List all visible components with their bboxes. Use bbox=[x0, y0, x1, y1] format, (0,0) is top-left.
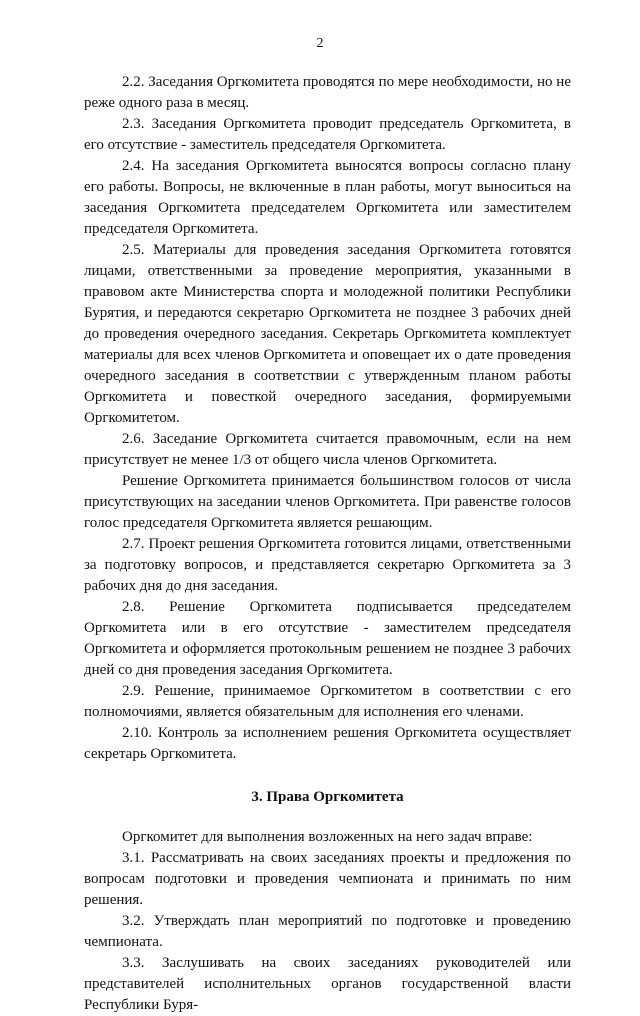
paragraph-3-2: 3.2. Утверждать план мероприятий по подготовке и проведению чемпионата. bbox=[84, 913, 571, 950]
paragraph-2-10: 2.10. Контроль за исполнением решения Оргкомитета осуществляет секретарь Оргкомитета. bbox=[84, 725, 571, 762]
paragraph-2-4: 2.4. На заседания Оргкомитета выносятся вопросы согласно плану его работы. Вопросы, не включенные в план работы, могут выноситься на заседания Оргкомитета председателем Оргкомитета или заместителем председателя Оргкомитета. bbox=[84, 158, 571, 237]
paragraph-3-3: 3.3. Заслушивать на своих заседаниях руководителей или представителей исполнительных органов государственной власти Республики Буря- bbox=[84, 955, 571, 1013]
section-title: 3. Права Оргкомитета bbox=[251, 789, 404, 805]
paragraph-2-6: 2.6. Заседание Оргкомитета считается правомочным, если на нем присутствует не менее 1/3 от общего числа членов Оргкомитета. bbox=[84, 431, 571, 468]
paragraph-3-1: 3.1. Рассматривать на своих заседаниях проекты и предложения по вопросам подготовки и проведения чемпионата и принимать по ним решения. bbox=[84, 850, 571, 908]
page-number: 2 bbox=[316, 36, 324, 51]
paragraph-2-3: 2.3. Заседания Оргкомитета проводит председатель Оргкомитета, в его отсутствие - заместитель председателя Оргкомитета. bbox=[84, 116, 571, 153]
paragraph-decision: Решение Оргкомитета принимается большинством голосов от числа присутствующих на заседании членов Оргкомитета. При равенстве голосов голос председателя Оргкомитета является решающим. bbox=[84, 473, 571, 531]
paragraph-2-5: 2.5. Материалы для проведения заседания Оргкомитета готовятся лицами, ответственными за проведение мероприятия, указанными в правовом акте Министерства спорта и молодежной политики Республики Бурятия, и передаются секретарю Оргкомитета не позднее 3 рабочих дней до проведения очередного заседания. Секретарь Оргкомитета комплектует материалы для всех членов Оргкомитета и оповещает их о дате проведения очередного заседания в соответствии с утвержденным планом работы Оргкомитета и повесткой очередного заседания, формируемыми Оргкомитетом. bbox=[84, 242, 571, 426]
paragraph-2-8: 2.8. Решение Оргкомитета подписывается председателем Оргкомитета или в его отсутствие - заместителем председателя Оргкомитета и оформляется протокольным решением не позднее 3 рабочих дней со дня проведения заседания Оргкомитета. bbox=[84, 599, 571, 678]
paragraph-rights-intro: Оргкомитет для выполнения возложенных на него задач вправе: bbox=[122, 829, 533, 845]
paragraph-2-7: 2.7. Проект решения Оргкомитета готовится лицами, ответственными за подготовку вопросов, и представляется секретарю Оргкомитета за 3 рабочих дня до дня заседания. bbox=[84, 536, 571, 594]
document-body bbox=[84, 72, 571, 1016]
paragraph-2-2: 2.2. Заседания Оргкомитета проводятся по мере необходимости, но не реже одного раза в месяц. bbox=[84, 74, 571, 111]
paragraph-2-9: 2.9. Решение, принимаемое Оргкомитетом в соответствии с его полномочиями, является обязательным для исполнения его членами. bbox=[84, 683, 571, 720]
